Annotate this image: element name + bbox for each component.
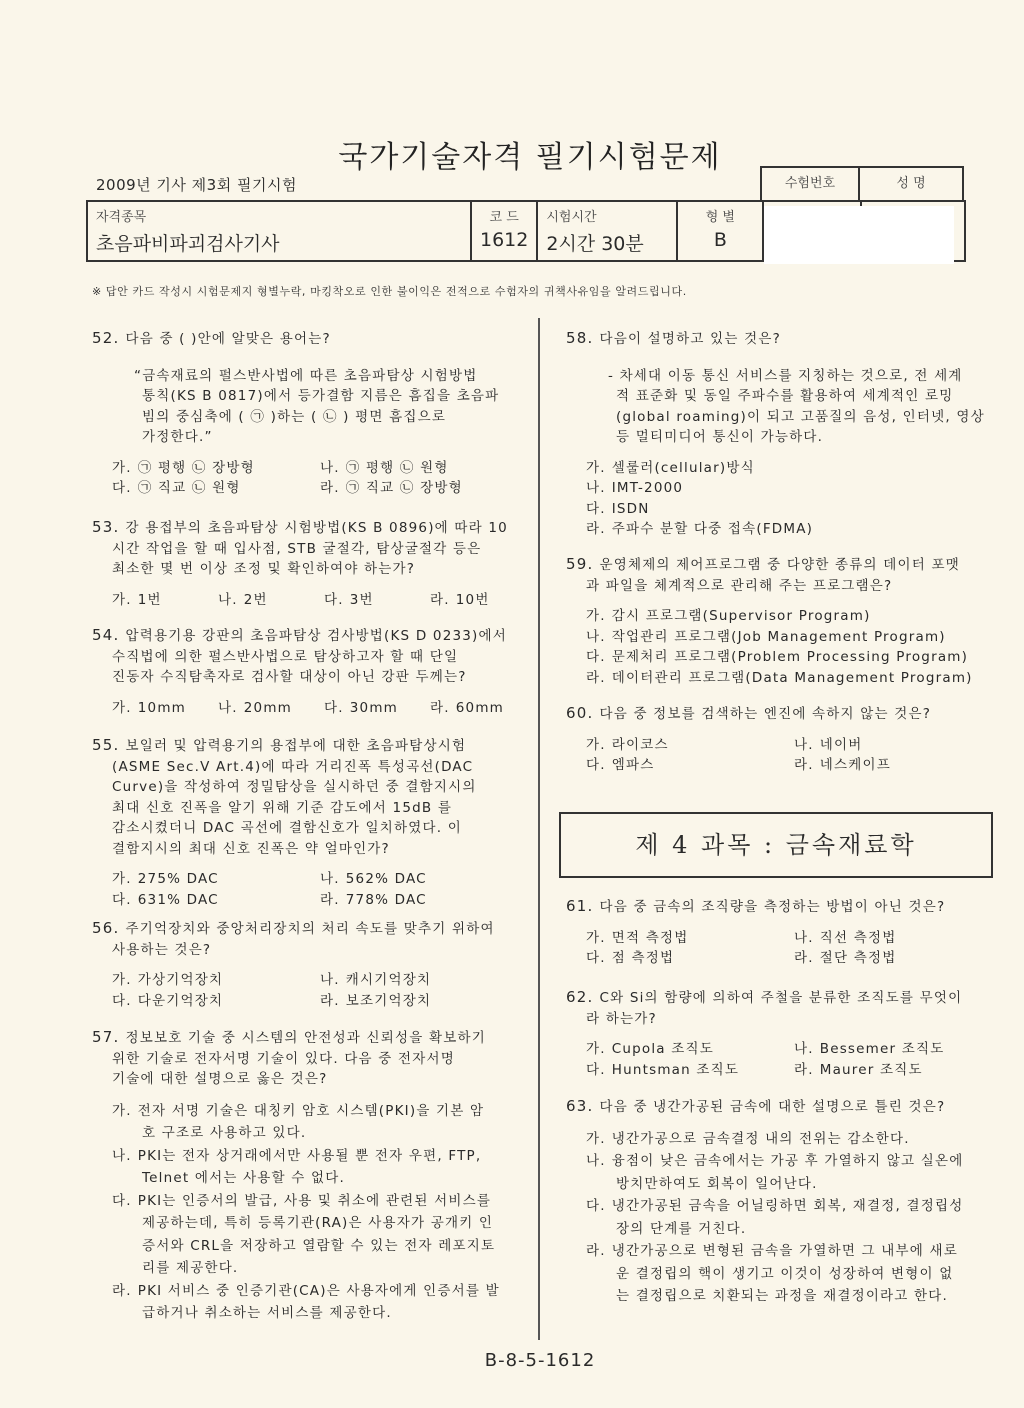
answer-option	[794, 1039, 1014, 1060]
answer-options	[92, 590, 532, 611]
code-value: 1612	[480, 229, 529, 251]
option-text: Maurer 조직도	[819, 1061, 923, 1078]
answer-option	[586, 647, 1006, 668]
option-label: 나.	[218, 699, 238, 716]
answer-option	[586, 606, 1006, 627]
answer-option	[586, 458, 1006, 479]
answer-option	[794, 948, 1014, 969]
stem-text: 주기억장치와 중앙처리장치의 처리 속도를 맞추기 위하여	[125, 921, 495, 937]
time-cell	[537, 201, 677, 261]
answer-option	[112, 869, 320, 890]
answer-option	[320, 890, 540, 911]
quote-line: (global roaming)이 되고 고품질의 음성, 인터넷, 영상	[616, 408, 985, 425]
option-label: 가.	[586, 736, 606, 753]
option-text-continued: 제공하는데, 특히 등록기관(RA)은 사용자가 공개키 인	[142, 1215, 494, 1231]
option-text: 가상기억장치	[137, 972, 224, 988]
question-stem-line	[566, 576, 1006, 597]
question-55	[92, 735, 532, 910]
question-number: 58.	[566, 329, 594, 347]
option-text-continued: 급하거나 취소하는 서비스를 제공한다.	[142, 1305, 392, 1321]
stem-text: 감소시켰더니 DAC 곡선에 결함신호가 일치하였다. 이	[112, 820, 462, 836]
redacted-personal-info	[764, 206, 954, 264]
answer-option	[112, 590, 218, 611]
option-text-continued: 리를 제공한다.	[142, 1260, 239, 1276]
answer-options	[566, 735, 1006, 776]
option-label: 가.	[112, 591, 132, 608]
option-text: Cupola 조직도	[611, 1041, 714, 1057]
option-text: 네스케이프	[819, 757, 891, 773]
qualification-label: 자격종목	[96, 210, 147, 225]
question-stem-line	[92, 517, 532, 539]
answer-option	[112, 890, 320, 911]
option-text: 30mm	[349, 699, 399, 716]
option-label: 가.	[112, 972, 132, 988]
option-text: 면적 측정법	[611, 929, 689, 946]
stem-text: 압력용기용 강판의 초음파탐상 검사방법(KS D 0233)에서	[125, 628, 508, 644]
option-text: IMT-2000	[611, 480, 684, 496]
stem-text: 다음 중 금속의 조직량을 측정하는 방법이 아닌 것은?	[599, 899, 946, 915]
option-label: 라.	[430, 591, 450, 608]
stem-text: (ASME Sec.V Art.4)에 따라 거리진폭 특성곡선(DAC	[112, 758, 474, 775]
qualification-cell	[87, 201, 471, 261]
option-label: 가.	[112, 871, 132, 887]
option-label: 라.	[794, 757, 814, 773]
quote-line: 등 멀티미디어 통신이 가능하다.	[616, 429, 824, 445]
option-label: 라.	[794, 1061, 814, 1078]
question-quote	[92, 366, 532, 448]
option-text: 네이버	[819, 736, 863, 753]
option-text: 작업관리 프로그램(Job Management Program)	[611, 628, 946, 645]
answer-option	[794, 928, 1014, 949]
stem-text: 최소한 몇 번 이상 조정 및 확인하여야 하는가?	[112, 561, 416, 577]
question-number: 52.	[92, 329, 120, 347]
option-label: 라.	[320, 480, 340, 496]
question-stem-line	[92, 625, 532, 647]
option-label: 다.	[112, 1192, 132, 1209]
stem-text: 다음이 설명하고 있는 것은?	[599, 331, 781, 347]
question-stem-line	[566, 1096, 1006, 1118]
option-text: 냉간가공으로 변형된 금속을 가열하면 그 내부에 새로	[611, 1243, 958, 1259]
question-number: 60.	[566, 704, 594, 722]
option-text: 데이터관리 프로그램(Data Management Program)	[611, 669, 973, 686]
option-label: 나.	[320, 459, 340, 476]
option-text: 562% DAC	[345, 871, 427, 887]
option-text: 점 측정법	[611, 950, 675, 966]
option-label: 다.	[112, 992, 132, 1009]
question-stem-line	[92, 818, 532, 839]
option-text: Bessemer 조직도	[819, 1041, 945, 1057]
answer-option	[586, 1060, 794, 1081]
stem-text: 정보보호 기술 중 시스템의 안전성과 신뢰성을 확보하기	[125, 1030, 486, 1046]
question-60	[566, 703, 1006, 776]
option-label: 가.	[586, 1041, 606, 1057]
answer-option	[320, 869, 540, 890]
answer-option	[586, 1240, 1006, 1263]
answer-option	[218, 698, 324, 719]
option-label: 나.	[586, 628, 606, 645]
question-stem-line	[566, 987, 1006, 1009]
answer-option	[324, 590, 430, 611]
question-52	[92, 328, 532, 499]
option-label: 나.	[794, 1041, 814, 1057]
answer-option	[586, 1195, 1006, 1218]
question-number: 59.	[566, 555, 594, 573]
question-54	[92, 625, 532, 718]
question-stem-line	[92, 777, 532, 798]
question-number: 53.	[92, 518, 120, 536]
question-stem-line	[92, 940, 532, 961]
option-text-continued: 운 결정립의 핵이 생기고 이것이 성장하여 변형이 없	[616, 1265, 954, 1282]
option-text: ㉠ 평행 ㉡ 장방형	[137, 459, 255, 476]
option-label: 나.	[586, 1153, 606, 1169]
answer-options	[92, 1100, 532, 1325]
option-label: 나.	[586, 480, 606, 496]
option-label: 다.	[586, 757, 606, 773]
question-number: 63.	[566, 1097, 594, 1115]
answer-option	[112, 478, 320, 499]
question-57	[92, 1027, 532, 1325]
option-text: 엠파스	[611, 757, 655, 773]
answer-option	[586, 735, 794, 756]
stem-text: C와 Si의 함량에 의하여 주철을 분류한 조직도를 무엇이	[599, 990, 963, 1006]
answer-option	[320, 458, 540, 479]
question-stem-line	[566, 896, 1006, 918]
answer-option	[794, 755, 1014, 776]
option-text: ISDN	[611, 500, 650, 517]
answer-option	[586, 627, 1006, 648]
option-text: 20mm	[243, 699, 293, 716]
question-stem-line	[92, 918, 532, 940]
option-label: 다.	[586, 950, 606, 966]
question-stem-line	[566, 328, 1006, 350]
option-label: 가.	[586, 1130, 606, 1147]
option-label: 라.	[586, 669, 606, 686]
option-text: 778% DAC	[345, 891, 427, 908]
option-label: 나.	[794, 736, 814, 753]
answer-options	[566, 928, 1006, 969]
stem-text: 수직법에 의한 펄스반사법으로 탐상하고자 할 때 단일	[112, 648, 459, 665]
answer-options	[92, 970, 532, 1011]
option-text: 냉간가공으로 금속결정 내의 전위는 감소한다.	[611, 1130, 910, 1147]
question-number: 57.	[92, 1028, 120, 1046]
stem-text: 다음 중 ( )안에 알맞은 용어는?	[125, 331, 331, 347]
option-label: 다.	[324, 699, 344, 716]
quote-line: “금속재료의 펄스반사법에 따른 초음파탐상 시험방법	[134, 367, 478, 384]
answer-option	[586, 478, 1006, 499]
question-number: 54.	[92, 626, 120, 644]
question-63	[566, 1096, 1006, 1308]
answer-options	[566, 1128, 1006, 1308]
option-text: Huntsman 조직도	[611, 1061, 740, 1078]
stem-text: 기술에 대한 설명으로 옳은 것은?	[112, 1071, 328, 1087]
option-text: 냉간가공된 금속을 어닐링하면 회복, 재결정, 결정립성	[611, 1198, 964, 1214]
type-value: B	[713, 229, 727, 251]
option-label: 라.	[430, 699, 450, 716]
question-56	[92, 918, 532, 1011]
option-text: 전자 서명 기술은 대칭키 암호 시스템(PKI)을 기본 암	[137, 1102, 485, 1119]
stem-text: 다음 중 냉간가공된 금속에 대한 설명으로 틀린 것은?	[599, 1099, 946, 1115]
question-stem-line	[92, 647, 532, 668]
option-text: ㉠ 직교 ㉡ 원형	[137, 480, 241, 496]
answer-option	[586, 948, 794, 969]
option-text: 절단 측정법	[819, 950, 897, 966]
option-label: 가.	[586, 459, 606, 476]
option-label: 가.	[586, 608, 606, 624]
option-label: 라.	[586, 521, 606, 537]
answer-option	[112, 458, 320, 479]
stem-text: 강 용접부의 초음파탐상 시험방법(KS B 0896)에 따라 10	[125, 520, 508, 536]
option-text: 보조기억장치	[345, 992, 432, 1009]
answer-option	[586, 519, 1006, 540]
option-label: 나.	[320, 871, 340, 887]
option-text: PKI는 전자 상거래에서만 사용될 뿐 전자 우편, FTP,	[137, 1147, 482, 1164]
question-stem-line	[92, 757, 532, 778]
answer-option	[218, 590, 324, 611]
notice-text: ※ 답안 카드 작성시 시험문제지 형별누락, 마킹착오로 인한 불이익은 전적으로 수험자의 귀책사유임을 알려드립니다.	[92, 285, 687, 298]
answer-option	[112, 991, 320, 1012]
answer-option	[112, 698, 218, 719]
option-text: 3번	[349, 591, 374, 608]
answer-option	[794, 735, 1014, 756]
name-label: 성 명	[858, 166, 964, 202]
question-stem-line	[566, 554, 1006, 576]
question-stem-line	[566, 703, 1006, 725]
stem-text: 위한 기술로 전자서명 기술이 있다. 다음 중 전자서명	[112, 1050, 455, 1067]
option-text: 275% DAC	[137, 871, 219, 887]
page-code: B-8-5-1612	[484, 1350, 596, 1371]
option-text-continued: 호 구조로 사용하고 있다.	[142, 1125, 307, 1141]
question-number: 61.	[566, 897, 594, 915]
option-label: 다.	[586, 1198, 606, 1214]
quote-line: 적 표준화 및 동일 주파수를 활용하여 세계적인 로밍	[616, 388, 954, 404]
option-label: 다.	[586, 649, 606, 665]
question-number: 55.	[92, 736, 120, 754]
question-stem-line	[92, 1069, 532, 1090]
question-stem-line	[566, 1009, 1006, 1030]
exam-number-label: 수험번호	[760, 166, 860, 202]
question-stem-line	[92, 798, 532, 819]
answer-options	[92, 869, 532, 910]
question-number: 56.	[92, 919, 120, 937]
option-label: 나.	[320, 972, 340, 988]
question-stem-line	[92, 1027, 532, 1049]
answer-options	[92, 458, 532, 499]
answer-option	[586, 928, 794, 949]
qualification-value: 초음파비파괴검사기사	[96, 233, 280, 255]
option-text: 다운기억장치	[137, 992, 224, 1009]
option-text: PKI 서비스 중 인증기관(CA)은 사용자에게 인증서를 발	[137, 1282, 500, 1299]
option-text: ㉠ 평행 ㉡ 원형	[345, 459, 449, 476]
answer-option	[112, 970, 320, 991]
answer-option	[112, 1280, 532, 1303]
answer-option	[430, 698, 536, 719]
question-stem-line	[92, 1049, 532, 1070]
option-text: 631% DAC	[137, 891, 219, 908]
answer-options	[566, 458, 1006, 540]
answer-option	[794, 1060, 1014, 1081]
exam-title: 국가기술자격 필기시험문제	[338, 140, 722, 175]
option-text: 1번	[137, 591, 162, 608]
stem-text: 보일러 및 압력용기의 용접부에 대한 초음파탐상시험	[125, 738, 467, 754]
option-label: 라.	[586, 1243, 606, 1259]
option-label: 라.	[320, 891, 340, 908]
option-text: 60mm	[455, 699, 505, 716]
option-text-continued: 장의 단계를 거친다.	[616, 1220, 747, 1237]
stem-text: 진동자 수직탐촉자로 검사할 대상이 아닌 강판 두께는?	[112, 669, 467, 685]
option-label: 가.	[112, 699, 132, 716]
answer-options	[92, 698, 532, 719]
stem-text: 다음 중 정보를 검색하는 엔진에 속하지 않는 것은?	[599, 706, 932, 722]
question-62	[566, 987, 1006, 1080]
option-text: PKI는 인증서의 발급, 사용 및 취소에 관련된 서비스를	[137, 1192, 492, 1209]
option-label: 가.	[112, 1102, 132, 1119]
question-stem-line	[92, 559, 532, 580]
option-text: ㉠ 직교 ㉡ 장방형	[345, 480, 463, 496]
type-label: 형 별	[705, 210, 735, 225]
option-text: 직선 측정법	[819, 929, 897, 946]
option-label: 다.	[586, 1061, 606, 1078]
option-label: 가.	[586, 929, 606, 946]
option-text: 문제처리 프로그램(Problem Processing Program)	[611, 649, 969, 665]
option-text: 셀룰러(cellular)방식	[611, 459, 755, 476]
stem-text: Curve)을 작성하여 정밀탐상을 실시하던 중 결함지시의	[112, 779, 477, 795]
answer-option	[112, 1100, 532, 1123]
option-text: 융점이 낮은 금속에서는 가공 후 가열하지 않고 실온에	[611, 1153, 964, 1169]
answer-option	[586, 1128, 1006, 1151]
answer-option	[112, 1190, 532, 1213]
stem-text: 시간 작업을 할 때 입사점, STB 굴절각, 탐상굴절각 등은	[112, 540, 482, 557]
type-cell	[677, 201, 763, 261]
option-text: 라이코스	[611, 736, 669, 753]
option-text: 감시 프로그램(Supervisor Program)	[611, 608, 871, 624]
option-text: 주파수 분할 다중 접속(FDMA)	[611, 521, 814, 537]
answer-option	[320, 991, 540, 1012]
question-stem-line	[92, 539, 532, 560]
option-text: 10mm	[137, 699, 187, 716]
section-title-box: 제 4 과목 : 금속재료학	[559, 812, 993, 878]
stem-text: 사용하는 것은?	[112, 941, 212, 958]
option-label: 라.	[320, 992, 340, 1009]
option-label: 라.	[112, 1282, 132, 1299]
quote-line: 통칙(KS B 0817)에서 등가결함 지름은 흠집을 초음파	[142, 388, 500, 404]
quote-line: 빔의 중심축에 ( ㉠ )하는 ( ㉡ ) 평면 흠집으로	[142, 408, 447, 425]
answer-option	[586, 755, 794, 776]
option-text: 10번	[455, 591, 490, 608]
stem-text: 운영체제의 제어프로그램 중 다양한 종류의 데이터 포맷	[599, 557, 960, 573]
question-61	[566, 896, 1006, 969]
option-text-continued: Telnet 에서는 사용할 수 없다.	[142, 1170, 345, 1186]
answer-option	[320, 970, 540, 991]
option-text-continued: 방치만하여도 회복이 일어난다.	[616, 1175, 818, 1192]
quote-line: - 차세대 이동 통신 서비스를 지칭하는 것으로, 전 세계	[608, 367, 963, 384]
option-label: 나.	[112, 1147, 132, 1164]
answer-option	[320, 478, 540, 499]
answer-option	[324, 698, 430, 719]
code-label: 코 드	[489, 210, 519, 225]
answer-options	[566, 1039, 1006, 1080]
option-label: 가.	[112, 459, 132, 476]
option-label: 다.	[586, 500, 606, 517]
question-stem-line	[92, 735, 532, 757]
option-text-continued: 증서와 CRL을 저장하고 열람할 수 있는 전자 레포지토	[142, 1237, 496, 1254]
option-text-continued: 는 결정립으로 치환되는 과정을 재결정이라고 한다.	[616, 1288, 949, 1304]
stem-text: 결함지시의 최대 신호 진폭은 약 얼마인가?	[112, 840, 390, 857]
question-stem-line	[92, 328, 532, 350]
stem-text: 최대 신호 진폭을 알기 위해 기준 감도에서 15dB 를	[112, 799, 453, 816]
option-label: 나.	[794, 929, 814, 946]
question-quote	[566, 366, 1006, 448]
answer-option	[430, 590, 536, 611]
time-value: 2시간 30분	[546, 233, 644, 255]
option-label: 다.	[324, 591, 344, 608]
exam-subtitle: 2009년 기사 제3회 필기시험	[96, 176, 297, 194]
answer-option	[586, 1039, 794, 1060]
answer-option	[586, 668, 1006, 689]
answer-option	[586, 499, 1006, 520]
option-label: 라.	[794, 950, 814, 966]
question-53	[92, 517, 532, 610]
option-text: 캐시기억장치	[345, 972, 432, 988]
option-text: 2번	[243, 591, 268, 608]
question-59	[566, 554, 1006, 688]
question-stem-line	[92, 667, 532, 688]
question-number: 62.	[566, 988, 594, 1006]
answer-option	[112, 1145, 532, 1168]
option-label: 다.	[112, 480, 132, 496]
answer-options	[566, 606, 1006, 688]
answer-option	[586, 1150, 1006, 1173]
stem-text: 라 하는가?	[586, 1010, 657, 1027]
question-stem-line	[92, 839, 532, 860]
question-58	[566, 328, 1006, 540]
stem-text: 과 파일을 체계적으로 관리해 주는 프로그램은?	[586, 577, 893, 594]
time-label: 시험시간	[546, 210, 597, 225]
option-label: 다.	[112, 891, 132, 908]
option-label: 나.	[218, 591, 238, 608]
quote-line: 가정한다.”	[142, 429, 213, 445]
code-cell	[471, 201, 537, 261]
